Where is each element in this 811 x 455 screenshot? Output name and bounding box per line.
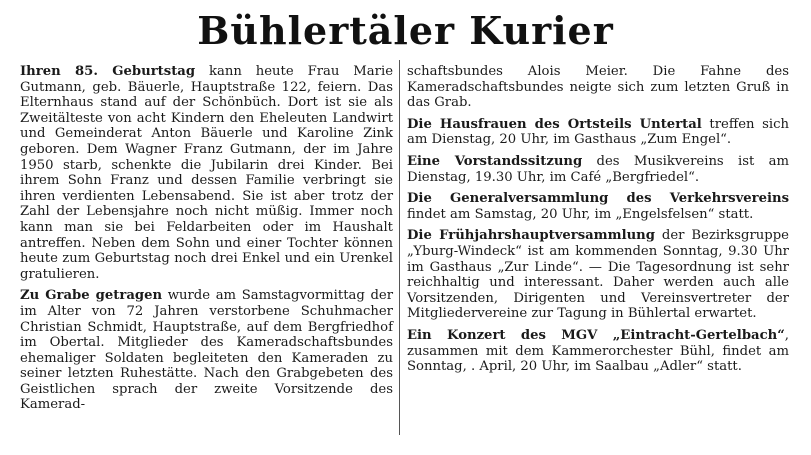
article-paragraph <box>407 117 789 148</box>
article-body: kann heute Frau Marie Gutmann, geb. Bäuerle, Hauptstraße 122, feiern. Das Elternhaus stand auf der Schönbüch. Dort ist sie als Zweitälteste von acht Kindern den Eheleuten Landwirt und Gemeinderat Anton Bäuerle und Karoline Zink geboren. Dem Wagner Franz Gutmann, der im Jahre 1950 starb, schenkte die Jubilarin drei Kinder. Bei ihrem Sohn Franz und dessen Familie verbringt sie ihren verdienten Lebensabend. Sie ist aber trotz der Zahl der Lebensjahre noch nicht müßig. Immer noch kann man sie bei Feldarbeiten oder im Haushalt antreffen. Neben dem Sohn und einer Tochter können heute zum Geburtstag noch drei Enkel und ein Urenkel gratulieren. <box>20 64 393 282</box>
article-paragraph <box>407 64 789 111</box>
right-column <box>407 64 789 381</box>
article-general-assembly <box>407 191 789 222</box>
article-board-meeting <box>407 154 789 185</box>
article-paragraph <box>407 191 789 222</box>
article-paragraph <box>407 328 789 375</box>
article-funeral-continued <box>407 64 789 111</box>
masthead-title: Bühlertäler Kurier <box>197 8 614 53</box>
article-spring-meeting <box>407 228 789 322</box>
article-body: schaftsbundes Alois Meier. Die Fahne des Kameradschaftsbundes neigte sich zum letzten Gruß in das Grab. <box>407 64 789 111</box>
article-lead: Die Frühjahrshauptversammlung <box>407 228 655 244</box>
article-lead: Eine Vorstandssitzung <box>407 153 583 169</box>
article-body: , zusammen mit dem Kammerorchester Bühl, findet am Sonntag, . April, 20 Uhr, im Saalbau „Adler“ statt. <box>407 327 789 375</box>
article-body: treffen sich am Dienstag, 20 Uhr, im Gasthaus „Zum Engel“. <box>407 116 789 148</box>
article-lead: Ein Konzert des MGV „Eintracht-Gertelbach“ <box>407 327 785 343</box>
article-paragraph <box>407 154 789 185</box>
article-lead: Ihren 85. Geburtstag <box>20 64 196 79</box>
article-lead: Die Hausfrauen des Ortsteils Untertal <box>407 116 702 132</box>
article-body: des Musikvereins ist am Dienstag, 19.30 Uhr, im Café „Bergfriedel“. <box>407 153 789 185</box>
column-divider <box>399 60 400 435</box>
article-body: der Bezirksgruppe „Yburg-Windeck“ ist am kommenden Sonntag, 9.30 Uhr im Gasthaus „Zur Linde“. — Die Tagesordnung ist sehr reichhaltig und interessant. Daher werden auch alle Vorsitzenden, Dirigenten und Vereinsvertreter der Mitgliedervereine zur Tagung in Bühlertal erwartet. <box>407 228 789 322</box>
article-body: wurde am Samstagvormittag der im Alter von 72 Jahren verstorbene Schuhmacher Christian Schmidt, Hauptstraße, auf dem Bergfriedhof im Obertal. Mitglieder des Kameradschaftsbundes ehemaliger Soldaten begleiteten den Kameraden zu seiner letzten Ruhestätte. Nach den Grabgebeten des Geistlichen sprach der zweite Vorsitzende des Kamerad- <box>20 288 393 413</box>
article-paragraph <box>20 64 393 282</box>
article-concert <box>407 328 789 375</box>
left-column <box>20 64 393 419</box>
article-birthday <box>20 64 393 282</box>
article-funeral <box>20 288 393 413</box>
article-housewives <box>407 117 789 148</box>
article-body: findet am Samstag, 20 Uhr, im „Engelsfelsen“ statt. <box>407 206 754 222</box>
article-paragraph <box>20 288 393 413</box>
article-paragraph <box>407 228 789 322</box>
article-lead: Die Generalversammlung des Verkehrsvereins <box>407 191 789 207</box>
article-lead: Zu Grabe getragen <box>20 288 163 304</box>
